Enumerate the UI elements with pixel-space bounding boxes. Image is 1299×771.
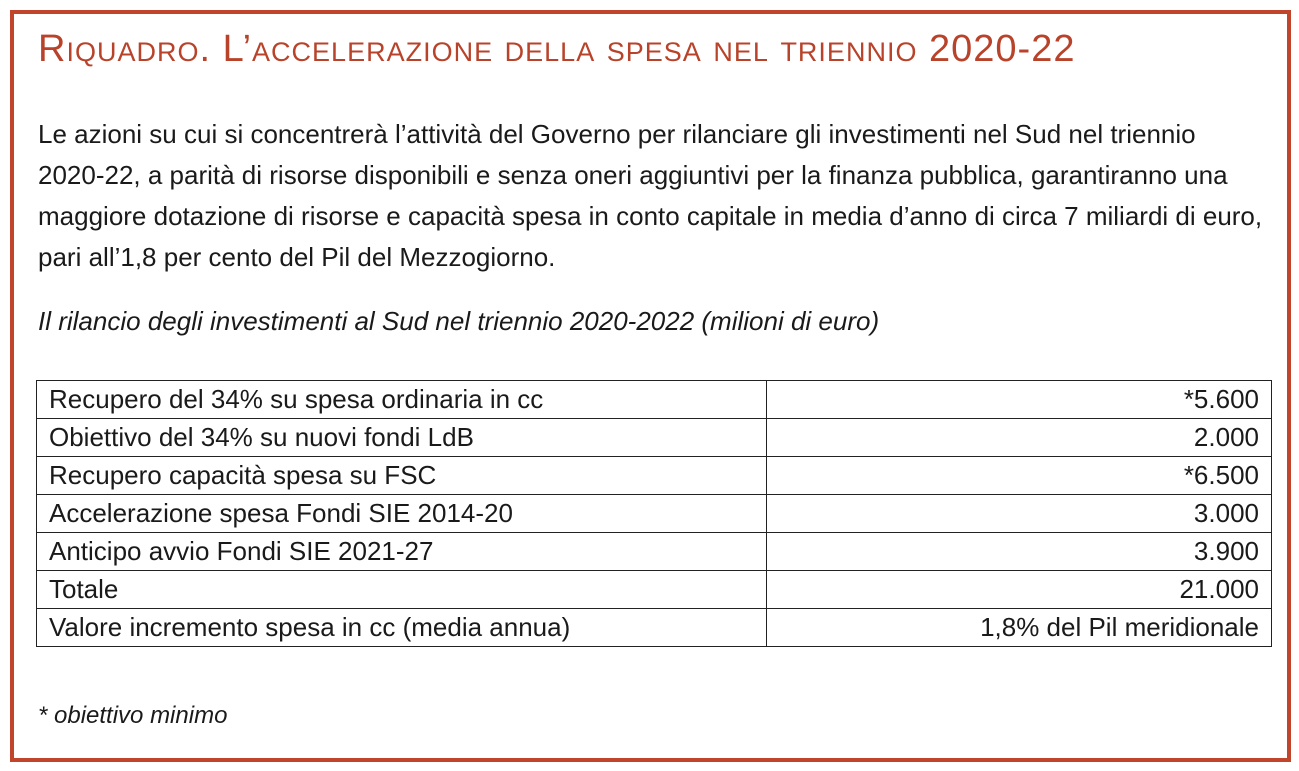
table-row [37, 419, 1272, 457]
row-value: 2.000 [767, 419, 1272, 457]
row-value: *5.600 [767, 381, 1272, 419]
box-frame [10, 10, 1291, 762]
row-value: 1,8% del Pil meridionale [767, 609, 1272, 647]
row-label: Valore incremento spesa in cc (media annua) [37, 609, 767, 647]
row-label: Obiettivo del 34% su nuovi fondi LdB [37, 419, 767, 457]
row-label: Recupero capacità spesa su FSC [37, 457, 767, 495]
row-value: 3.000 [767, 495, 1272, 533]
table-row-total [37, 571, 1272, 609]
table-row [37, 533, 1272, 571]
row-label: Accelerazione spesa Fondi SIE 2014-20 [37, 495, 767, 533]
table-row [37, 609, 1272, 647]
row-value: *6.500 [767, 457, 1272, 495]
box-title: Riquadro. L’accelerazione della spesa nel triennio 2020-22 [38, 28, 1076, 70]
row-label: Totale [37, 571, 767, 609]
row-value: 3.900 [767, 533, 1272, 571]
table-row [37, 381, 1272, 419]
table-row [37, 495, 1272, 533]
footnote: * obiettivo minimo [38, 702, 228, 729]
table-row [37, 457, 1272, 495]
table-caption: Il rilancio degli investimenti al Sud nel triennio 2020-2022 (milioni di euro) [38, 306, 880, 336]
row-label: Anticipo avvio Fondi SIE 2021-27 [37, 533, 767, 571]
row-label: Recupero del 34% su spesa ordinaria in cc [37, 381, 767, 419]
row-value: 21.000 [767, 571, 1272, 609]
investment-table [36, 380, 1272, 647]
intro-paragraph: Le azioni su cui si concentrerà l’attività del Governo per rilanciare gli investimenti nel Sud nel triennio 2020-22, a parità di risorse disponibili e senza oneri aggiuntivi per la finanza pubblica, garantiranno una maggiore dotazione di risorse e capacità spesa in conto capitale in media d’anno di circa 7 miliardi di euro, pari all’1,8 per cento del Pil del Mezzogiorno. [38, 119, 1263, 272]
